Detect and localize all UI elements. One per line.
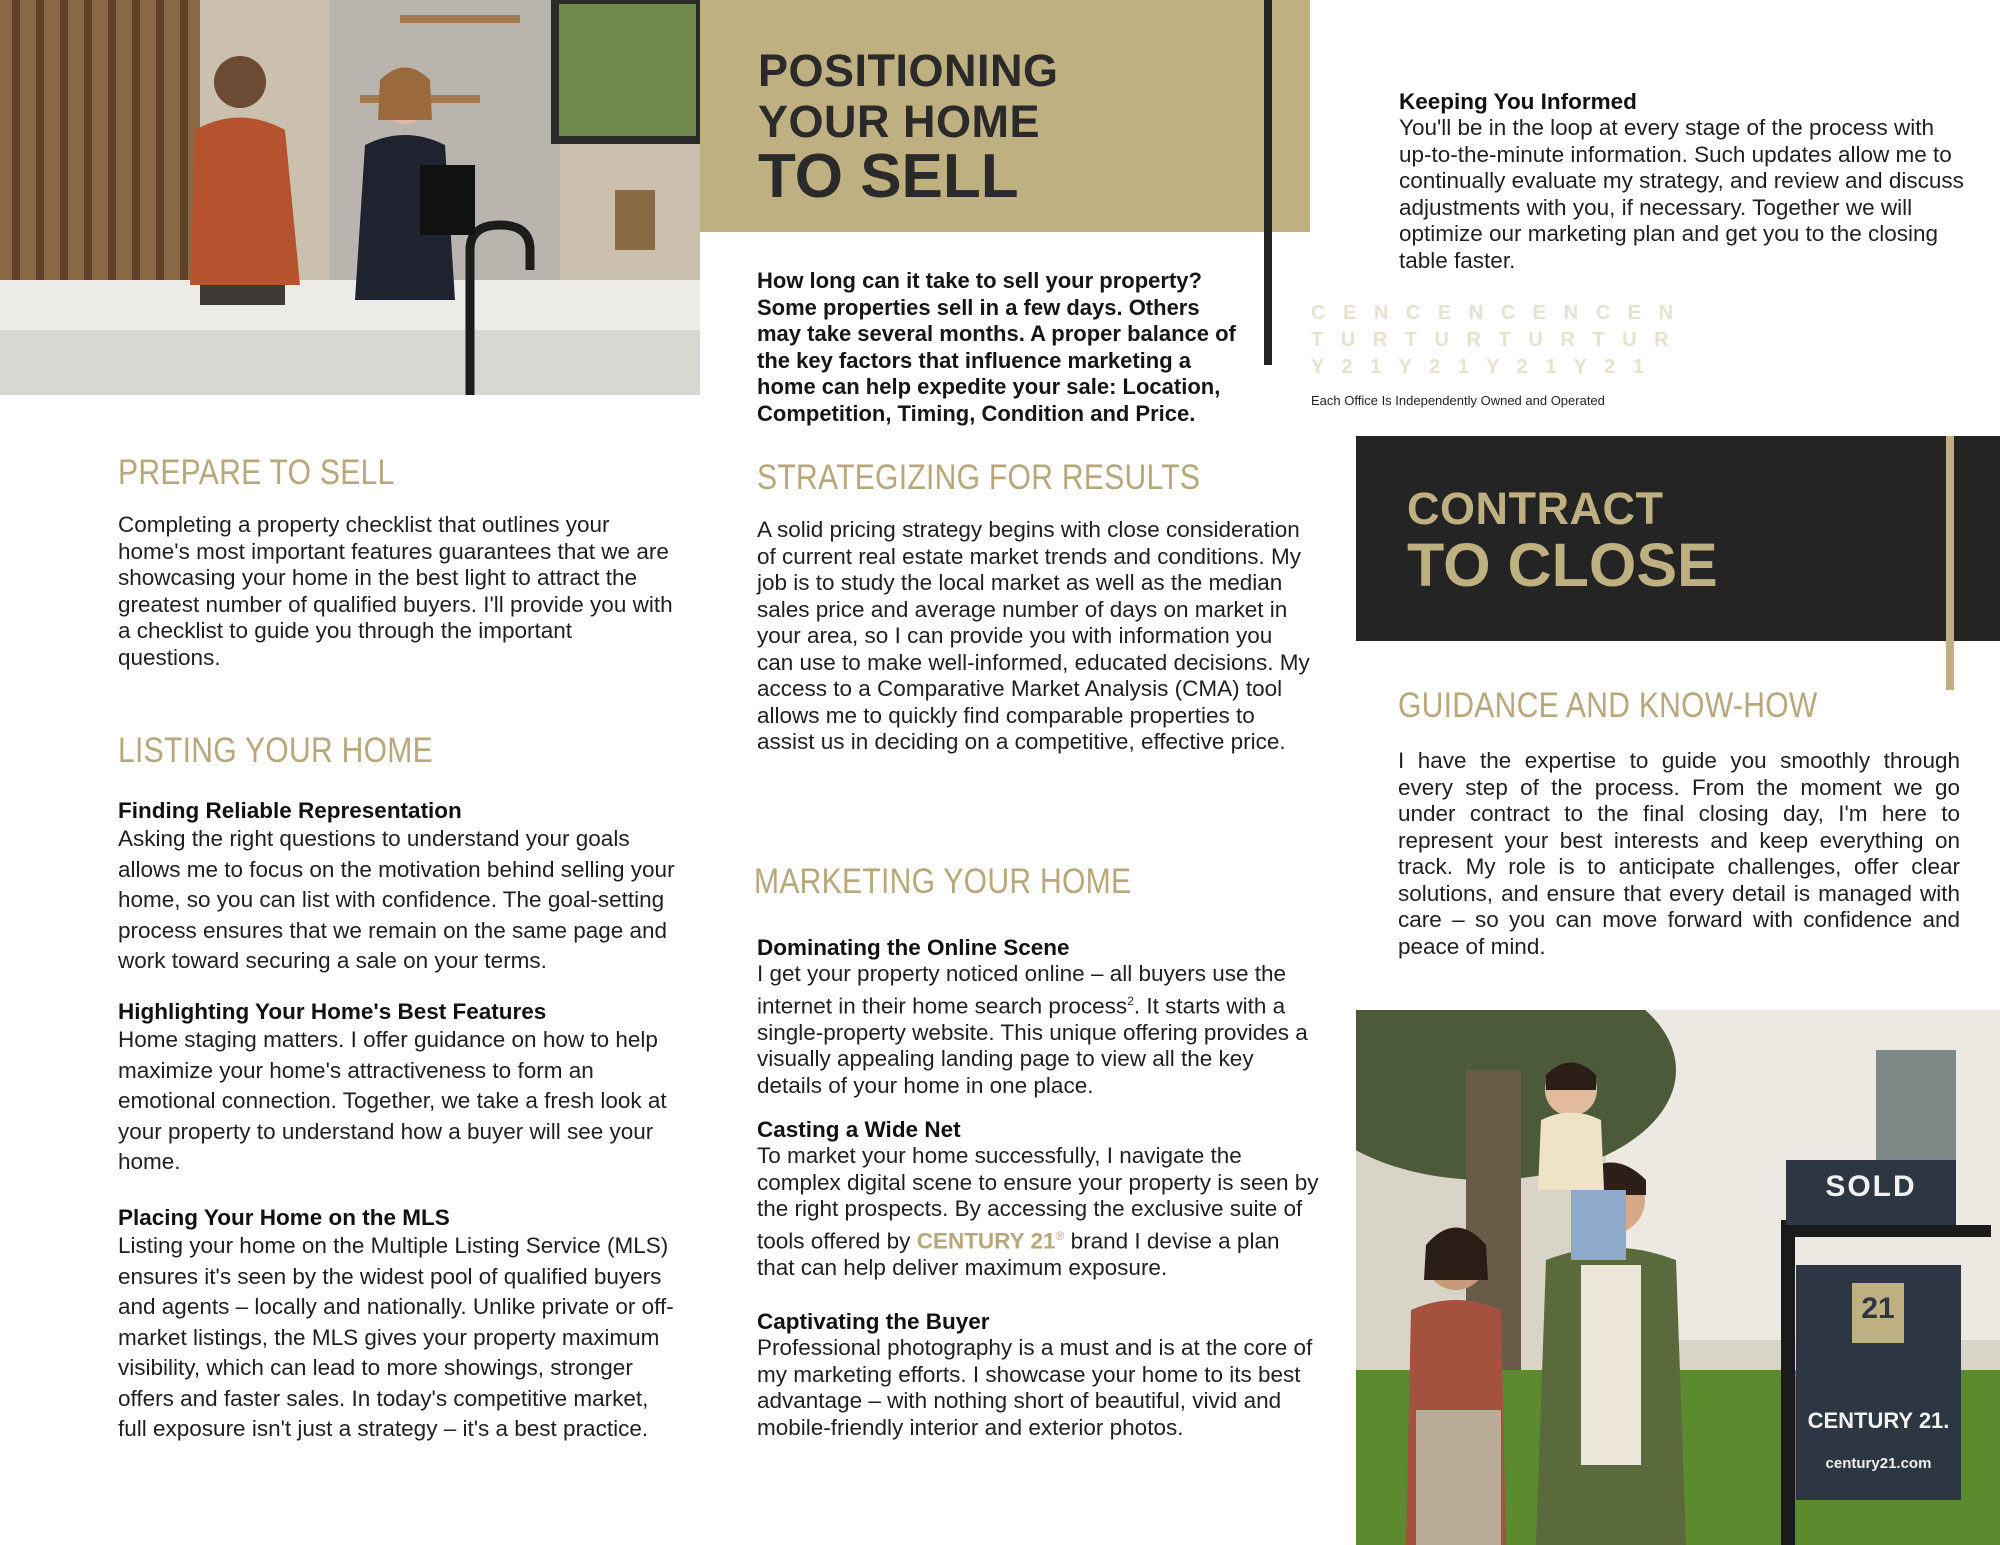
listing-item: [118, 1204, 683, 1445]
marketing-net: [757, 1116, 1319, 1281]
hero-title: [758, 45, 1059, 211]
disclaimer: Each Office Is Independently Owned and Operated: [1311, 393, 1605, 408]
listing-item-text: Listing your home on the Multiple Listing Service (MLS) ensures it's seen by the widest pool of qualified buyers and agents – locally and nationally. Unlike private or off-market listings, the MLS gives your property maximum visibility, which can lead to more showings, stronger offers and faster sales. In today's competitive market, full exposure isn't just a strategy – it's a best practice.: [118, 1233, 674, 1441]
keeping-text: You'll be in the loop at every stage of the process with up-to-the-minute information. Such updates allow me to continually evaluate my strategy, and review and discuss adjustments with you, if necessary. Together we will optimize our marketing plan and get you to the closing table faster.: [1399, 115, 1964, 273]
family-photo: [1356, 1010, 2000, 1545]
listing-item-text: Asking the right questions to understand your goals allows me to focus on the motivation behind selling your home, so you can list with confidence. The goal-setting process ensures that we remain on the same page and work toward securing a sale on your terms.: [118, 826, 675, 973]
listing-item: [118, 797, 683, 977]
marketing-online: [757, 934, 1319, 1099]
guidance-text: I have the expertise to guide you smoothly through every step of the process. From the moment we go under contract to the final closing day, I'm here to represent your best interests and keep everything on track. My role is to anticipate challenges, offer clear solutions, and ensure that every detail is managed with care – so you can move forward with confidence and peace of mind.: [1398, 748, 1960, 959]
prepare-text: Completing a property checklist that outlines your home's most important features guarantees that we are showcasing your home in the best light to attract the greatest number of qualified buyers. I'll provide you with a checklist to guide you through the important questions.: [118, 512, 673, 670]
net-title: Casting a Wide Net: [757, 1117, 961, 1142]
listing-item-title: Finding Reliable Representation: [118, 798, 462, 823]
net-text: [757, 1143, 1319, 1281]
pattern-row-2: T U R T U R T U R T U R: [1311, 329, 1675, 351]
net-text-b: brand I devise a plan that can help deliver maximum exposure.: [757, 1228, 1280, 1280]
strategizing-text: A solid pricing strategy begins with close consideration of current real estate market trends and conditions. My job is to study the local market as well as the median sales price and average number of days on market in your area, so I can provide you with information you can use to make well-informed, educated decisions. My access to a Comparative Market Analysis (CMA) tool allows me to quickly find comparable properties to assist us in deciding on a competitive, effective price.: [757, 517, 1310, 754]
marketing-buyer: [757, 1308, 1319, 1441]
contract-vertical-bar: [1946, 436, 1954, 690]
contract-line-2: TO CLOSE: [1407, 531, 1718, 599]
century21-logo: 21: [1861, 1292, 1895, 1325]
hero-vertical-bar: [1264, 0, 1272, 365]
online-text-b: . It starts with a single-property website. This unique offering provides a visually appealing landing page to view all the key details of your home in one place.: [757, 993, 1308, 1098]
hero-intro: How long can it take to sell your property? Some properties sell in a few days. Others may take several months. A proper balance of the key factors that influence marketing a home can help expedite your sale: Location, Competition, Timing, Condition and Price.: [757, 268, 1236, 426]
contract-title: [1407, 483, 1718, 599]
guidance-heading: GUIDANCE AND KNOW-HOW: [1398, 686, 1818, 725]
keeping-informed: [1399, 88, 1964, 274]
strategizing-heading: STRATEGIZING FOR RESULTS: [757, 458, 1201, 497]
buyer-title: Captivating the Buyer: [757, 1309, 990, 1334]
online-text-a: I get your property noticed online – all buyers use the internet in their home search process: [757, 961, 1287, 1018]
online-title: Dominating the Online Scene: [757, 935, 1070, 960]
brand-pattern: [1311, 300, 1679, 381]
listing-item-title: Highlighting Your Home's Best Features: [118, 999, 547, 1024]
prepare-heading: PREPARE TO SELL: [118, 453, 395, 492]
registered-mark: ®: [1055, 1228, 1065, 1243]
brand-name: CENTURY 21: [916, 1228, 1056, 1253]
keeping-title: Keeping You Informed: [1399, 89, 1637, 114]
pattern-row-1: C E N C E N C E N C E N: [1311, 302, 1680, 324]
footnote-marker: 2: [1127, 993, 1134, 1008]
sign-brand: CENTURY 21.: [1807, 1408, 1950, 1433]
hero-line-3: TO SELL: [758, 142, 1019, 211]
marketing-heading: MARKETING YOUR HOME: [754, 862, 1132, 901]
listing-item: [118, 998, 683, 1178]
sold-label: SOLD: [1825, 1170, 1917, 1203]
kitchen-scene: [0, 0, 700, 395]
hero-line-2: YOUR HOME: [758, 96, 1041, 147]
net-text-a: To market your home successfully, I navigate the complex digital scene to ensure your property is seen by the right prospects. By accessing the exclusive suite of tools offered by: [757, 1143, 1319, 1253]
hero-line-1: POSITIONING: [758, 45, 1059, 96]
sign-url: century21.com: [1825, 1455, 1932, 1472]
listing-heading: LISTING YOUR HOME: [118, 731, 433, 770]
listing-item-title: Placing Your Home on the MLS: [118, 1205, 450, 1230]
listing-item-text: Home staging matters. I offer guidance on how to help maximize your home's attractiveness to form an emotional connection. Together, we take a fresh look at your property to understand how a buyer will see your home.: [118, 1027, 667, 1174]
buyer-text: Professional photography is a must and is at the core of my marketing efforts. I showcase your home to its best advantage – with nothing short of beautiful, vivid and mobile-friendly interior and exterior photos.: [757, 1335, 1313, 1440]
kitchen-photo: [0, 0, 700, 395]
contract-line-1: CONTRACT: [1407, 483, 1664, 534]
pattern-row-3: Y 2 1 Y 2 1 Y 2 1 Y 2 1: [1311, 356, 1650, 378]
online-text: [757, 961, 1319, 1099]
